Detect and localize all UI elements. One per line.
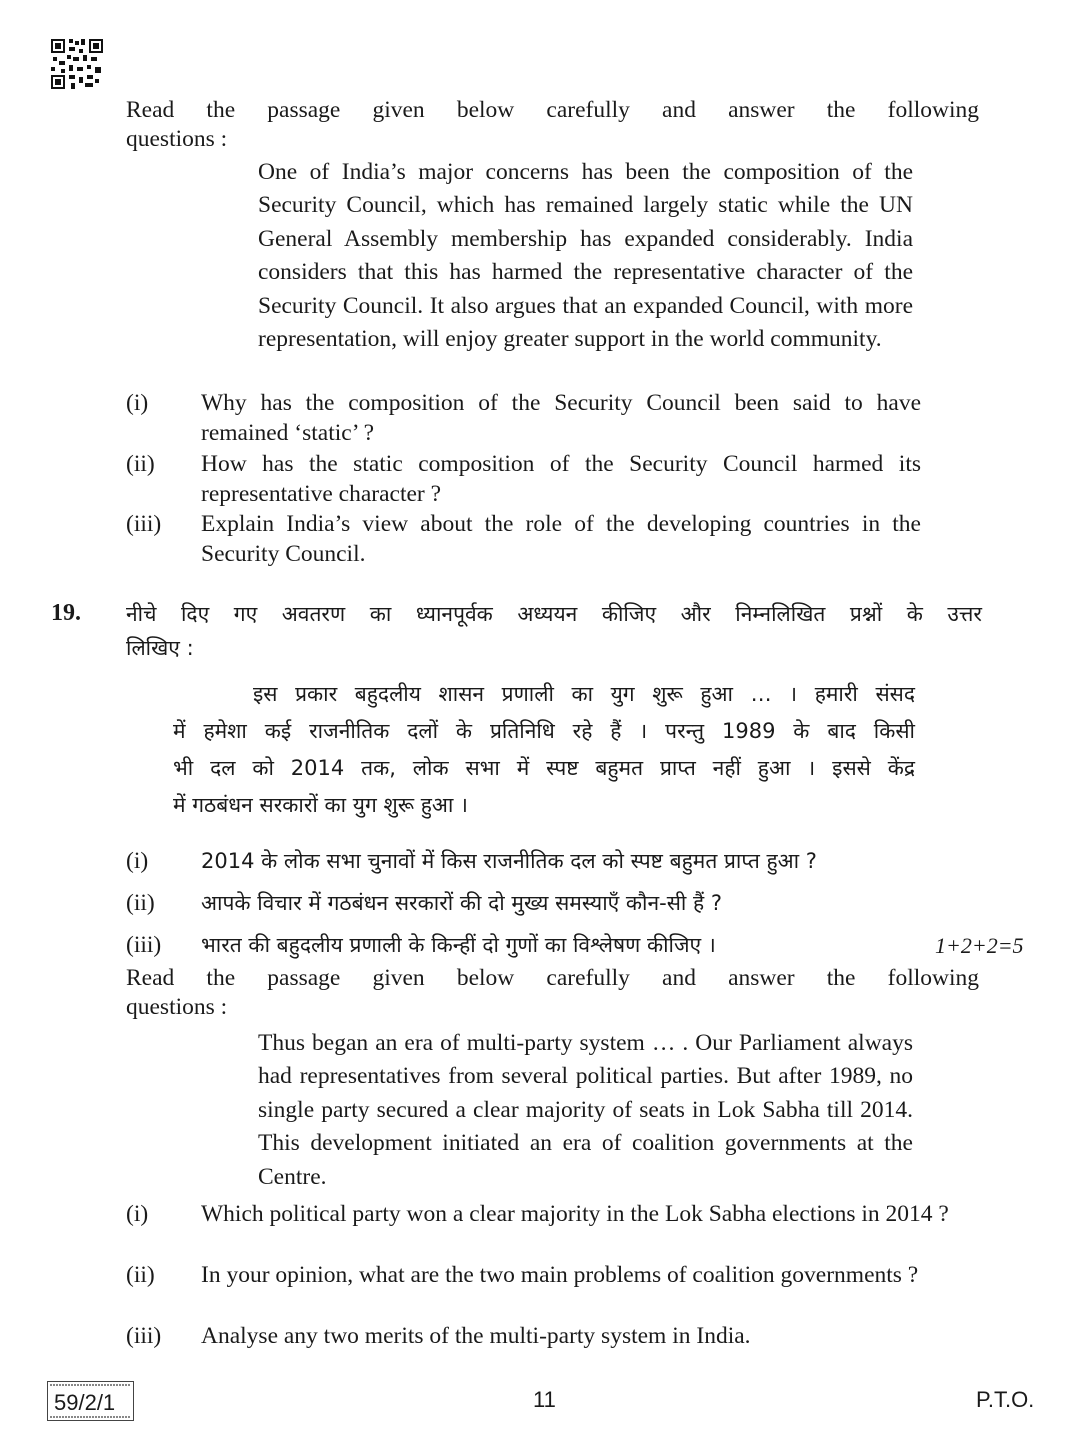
- hindi-passage-line: भी दल को 2014 तक, लोक सभा में स्पष्ट बहुमत प्राप्त नहीं हुआ । इससे केंद्र: [173, 756, 915, 780]
- question-text: आपके विचार में गठबंधन सरकारों की दो मुख्य समस्याएँ कौन-सी हैं ?: [201, 891, 723, 915]
- q19-passage: [173, 1027, 913, 1194]
- q18-passage: [173, 156, 913, 356]
- q18-instruction: [126, 96, 979, 154]
- paper-code: 59/2/1: [54, 1390, 116, 1415]
- q18-instruction-line2: questions :: [126, 126, 228, 152]
- question-number: (iii): [126, 932, 162, 958]
- question-number: (i): [126, 848, 149, 874]
- q19-instruction-line2: questions :: [126, 994, 228, 1020]
- microtext-line: [50, 1384, 131, 1386]
- question-text: भारत की बहुदलीय प्रणाली के किन्हीं दो गुणों का विश्लेषण कीजिए ।: [201, 933, 716, 957]
- question-text: In your opinion, what are the two main problems of coalition governments ?: [201, 1262, 919, 1288]
- paper-code-box: [47, 1381, 134, 1421]
- question-number: (iii): [126, 1323, 162, 1349]
- question-text: Which political party won a clear majority in the Lok Sabha elections in 2014 ?: [201, 1201, 949, 1227]
- question-number: (ii): [126, 890, 155, 916]
- microtext-line: [50, 1416, 131, 1418]
- hindi-passage-line: में गठबंधन सरकारों का युग शुरू हुआ ।: [173, 793, 468, 817]
- q19-passage-text: Thus began an era of multi-party system … . Our Parliament always had representatives from several political parties. But after 1989, no single party secured a clear majority of seats in Lok Sabha till 2014. This development initiated an era of coalition governments at the Centre.: [258, 1030, 913, 1190]
- q19-hindi-instruction-line2: लिखिए :: [126, 636, 194, 660]
- question-text: Analyse any two merits of the multi-party system in India.: [201, 1323, 751, 1349]
- q19-hindi-instruction: [126, 597, 982, 665]
- question-text: 2014 के लोक सभा चुनावों में किस राजनीतिक दल को स्पष्ट बहुमत प्राप्त हुआ ?: [201, 849, 817, 873]
- question-number: (ii): [126, 1262, 155, 1288]
- qr-code-icon: [51, 39, 103, 89]
- question-number: (i): [126, 1201, 149, 1227]
- q19-hindi-passage: [173, 676, 915, 824]
- question-number: (ii): [126, 451, 155, 477]
- q19-instruction: [126, 964, 979, 1022]
- question-number-19: 19.: [51, 600, 81, 626]
- question-text: Why has the composition of the Security Council been said to have remained ‘static’ ?: [201, 390, 921, 446]
- question-text: How has the static composition of the Security Council harmed its representative character ?: [201, 451, 921, 507]
- q18-instruction-line1: Read the passage given below carefully and answer the following: [126, 97, 979, 123]
- q19-instruction-line1: Read the passage given below carefully and answer the following: [126, 965, 979, 991]
- question-text: Explain India’s view about the role of the developing countries in the Security Council.: [201, 511, 921, 567]
- page-number: 11: [533, 1387, 556, 1412]
- hindi-passage-line: इस प्रकार बहुदलीय शासन प्रणाली का युग शुरू हुआ … । हमारी संसद: [253, 682, 915, 706]
- q19-hindi-instruction-line1: नीचे दिए गए अवतरण का ध्यानपूर्वक अध्ययन कीजिए और निम्नलिखित प्रश्नों के उत्तर: [126, 602, 982, 626]
- question-number: (i): [126, 390, 149, 416]
- marks-allocation: 1+2+2=5: [935, 933, 1024, 958]
- q18-passage-text: One of India’s major concerns has been the composition of the Security Council, which has remained largely static while the UN General Assembly membership has expanded considerably. India considers that this has harmed the representative character of the Security Council. It also argues that an expanded Council, with more representation, will enjoy greater support in the world community.: [258, 159, 913, 353]
- please-turn-over: P.T.O.: [976, 1387, 1035, 1412]
- hindi-passage-line: में हमेशा कई राजनीतिक दलों के प्रतिनिधि रहे हैं । परन्तु 1989 के बाद किसी: [173, 719, 915, 743]
- question-number: (iii): [126, 511, 162, 537]
